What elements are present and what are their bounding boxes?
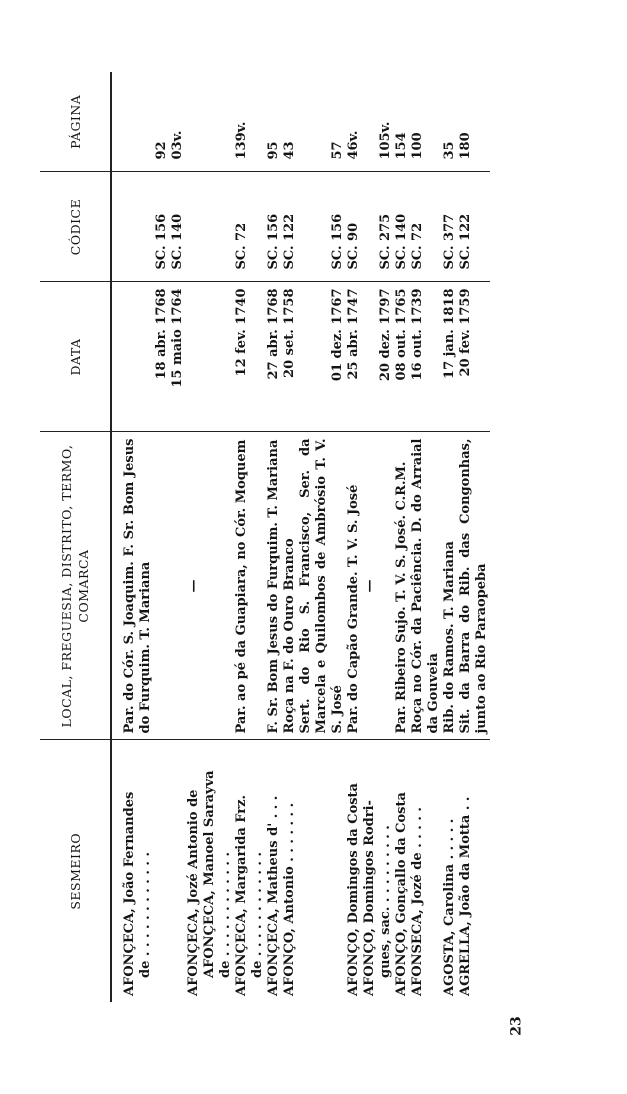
- codice-line: [362, 179, 378, 270]
- local-cell: [346, 432, 362, 740]
- codice-line: SC. 140: [394, 213, 409, 270]
- codice-cell: [346, 172, 362, 282]
- codice-line: SC. 122: [282, 213, 297, 270]
- page-number: 23: [508, 1016, 525, 1036]
- sesmeiro-cell: [346, 740, 362, 1002]
- local-text: Par. ao pé da Guapiara, no Cór. Moquem: [234, 439, 249, 734]
- codice-line: SC. 156: [154, 213, 169, 270]
- data-cell: [410, 282, 442, 432]
- data-cell: [458, 282, 490, 432]
- codice-cell: [362, 172, 394, 282]
- pagina-cell: [410, 72, 442, 172]
- data-cell: [346, 282, 362, 432]
- data-line: 15 maio 1764: [170, 288, 185, 388]
- sesmeiro-cell: [298, 740, 346, 1002]
- sesmeiro-cell: [458, 740, 490, 1002]
- sesmeiro-line: gues, sac. . . . . . . . . .: [378, 825, 393, 978]
- data-cell: [298, 282, 346, 432]
- sesmeiro-line: de . . . . . . . . . . . .: [138, 852, 153, 978]
- pagina-line: 100: [410, 132, 425, 160]
- local-cell: [298, 432, 346, 740]
- codice-cell: [298, 172, 346, 282]
- codice-line: SC. 140: [170, 213, 185, 270]
- data-cell: [394, 282, 410, 432]
- pagina-line: [122, 78, 138, 160]
- pagina-line: 57: [330, 141, 345, 160]
- data-line: 27 abr. 1768: [266, 288, 281, 380]
- local-cell: [362, 432, 394, 740]
- pagina-line: 180: [458, 132, 473, 160]
- pagina-cell: [298, 72, 346, 172]
- data-line: 16 out. 1739: [410, 288, 425, 381]
- rotated-table-wrapper: [40, 72, 540, 1002]
- codice-line: SC. 72: [410, 222, 425, 270]
- codice-cell: [394, 172, 410, 282]
- codice-cell: [442, 172, 458, 282]
- header-sesmeiro: SESMEIRO: [40, 740, 111, 1002]
- sesmeiro-line: AFONÇECA, João Fernandes: [122, 791, 137, 996]
- ditto-dash: —: [186, 579, 201, 593]
- header-codice: CÓDICE: [40, 172, 111, 282]
- data-line: 12 fev. 1740: [234, 288, 249, 377]
- codice-line: [138, 179, 154, 270]
- sesmeiro-line: AFONÇO, Domingos Rodri-: [362, 800, 377, 996]
- pagina-line: 46v.: [346, 130, 361, 160]
- codice-cell: [458, 172, 490, 282]
- pagina-cell: [282, 72, 298, 172]
- table-row: [282, 72, 298, 1002]
- table-row: [186, 72, 234, 1002]
- pagina-line: 154: [394, 132, 409, 160]
- codice-line: SC. 122: [458, 213, 473, 270]
- pagina-line: 43: [282, 141, 297, 160]
- sesmeiro-cell: [442, 740, 458, 1002]
- data-line: 08 out. 1765: [394, 288, 409, 381]
- local-text: Sert. do Rio S. Francisco, Ser. da Marcela e Quilombos de Ambrósio T. V. S. José: [298, 438, 345, 734]
- codice-line: SC. 377: [442, 213, 457, 270]
- local-text: Roça na F. do Ouro Branco: [282, 538, 297, 734]
- data-line: 01 dez. 1767: [330, 288, 345, 382]
- codice-line: [122, 179, 138, 270]
- data-cell: [186, 282, 234, 432]
- pagina-line: 139v.: [234, 121, 249, 160]
- sesmeiro-line: AFONÇO, Domingos da Costa: [346, 783, 361, 996]
- codice-cell: [282, 172, 298, 282]
- data-cell: [111, 282, 186, 432]
- local-cell: [186, 432, 234, 740]
- sesmeiro-line: de . . . . . . . . . . . .: [218, 852, 233, 978]
- header-local: LOCAL, FREGUESIA, DISTRITO, TERMO, COMARCA: [40, 432, 111, 740]
- data-line: 18 abr. 1768: [154, 288, 169, 380]
- data-cell: [234, 282, 266, 432]
- codice-line: [314, 179, 330, 270]
- pagina-line: 92: [154, 141, 169, 160]
- pagina-cell: [458, 72, 490, 172]
- sesmeiro-cell: [410, 740, 442, 1002]
- pagina-line: 95: [266, 141, 281, 160]
- pagina-line: [138, 78, 154, 160]
- sesmeiro-cell: [282, 740, 298, 1002]
- pagina-cell: [186, 72, 234, 172]
- pagina-cell: [394, 72, 410, 172]
- pagina-line: 35: [442, 141, 457, 160]
- table-row: [298, 72, 346, 1002]
- pagina-line: 03v.: [170, 130, 185, 160]
- local-text: Roça no Cór. da Paciência. D. do Arraial da Gouveia: [410, 438, 441, 734]
- table-row: [111, 72, 186, 1002]
- table-row: [442, 72, 458, 1002]
- local-cell: [410, 432, 442, 740]
- sesmeiro-line: AFONÇECA, Jozé Antonio de: [186, 789, 201, 996]
- data-line: [314, 289, 330, 426]
- pagina-line: 105v.: [378, 121, 393, 160]
- data-line: 25 abr. 1747: [346, 288, 361, 380]
- codice-line: SC. 72: [234, 222, 249, 270]
- local-text: F. Sr. Bom Jesus do Furquim. T. Mariana: [266, 439, 281, 734]
- table-row: [266, 72, 282, 1002]
- local-cell: [111, 432, 186, 740]
- local-text: Sit. da Barra do Rib. das Congonhas, junto ao Rio Paraopeba: [458, 438, 489, 734]
- pagina-cell: [346, 72, 362, 172]
- data-cell: [282, 282, 298, 432]
- sesmeiro-cell: [394, 740, 410, 1002]
- sesmeiro-cell: [234, 740, 266, 1002]
- table-row: [394, 72, 410, 1002]
- pagina-line: [314, 78, 330, 160]
- header-data: DATA: [40, 282, 111, 432]
- codice-cell: [186, 172, 234, 282]
- local-text: Par. do Capão Grande. T. V. S. José: [346, 484, 361, 734]
- codice-line: [298, 179, 314, 270]
- pagina-cell: [111, 72, 186, 172]
- local-cell: [442, 432, 458, 740]
- codice-cell: [111, 172, 186, 282]
- codice-line: SC. 275: [378, 213, 393, 270]
- sesmeiro-line: AGOSTA, Carolina . . . . .: [442, 818, 457, 996]
- sesmeiro-line: AFONSECA, Jozé de . . . . .: [410, 807, 425, 996]
- sesmeiro-line: de . . . . . . . . . . . .: [250, 852, 265, 978]
- data-line: [362, 289, 378, 426]
- table-row: [362, 72, 394, 1002]
- sesmeiro-line: AFONÇO, Gonçallo da Costa: [394, 792, 409, 996]
- local-cell: [458, 432, 490, 740]
- pagina-cell: [442, 72, 458, 172]
- local-cell: [234, 432, 266, 740]
- data-line: 20 set. 1758: [282, 288, 297, 378]
- header-pagina: PÁGINA: [40, 72, 111, 172]
- sesmeiro-cell: [111, 740, 186, 1002]
- sesmeiro-line: AFONÇECA, Matheus d' . . .: [266, 795, 281, 996]
- codice-line: SC. 156: [330, 213, 345, 270]
- data-line: [122, 289, 138, 426]
- local-text: Rib. do Ramos. T. Mariana: [442, 541, 457, 734]
- sesmeiro-cell: [186, 740, 234, 1002]
- pagina-cell: [234, 72, 266, 172]
- data-line: [298, 289, 314, 426]
- data-cell: [442, 282, 458, 432]
- codice-line: SC. 90: [346, 222, 361, 270]
- pagina-cell: [362, 72, 394, 172]
- data-line: 17 jan. 1818: [442, 288, 457, 379]
- codice-cell: [266, 172, 282, 282]
- local-cell: [394, 432, 410, 740]
- pagina-line: [362, 78, 378, 160]
- sesmeiro-cell: [266, 740, 282, 1002]
- data-line: [138, 289, 154, 426]
- table-row: [410, 72, 442, 1002]
- local-cell: [282, 432, 298, 740]
- codice-cell: [234, 172, 266, 282]
- sesmeiro-line: AFONÇECA, Margarida Frz.: [234, 794, 249, 996]
- sesmeiro-line: AFONÇO, Antonio . . . . . . .: [282, 802, 297, 996]
- data-cell: [266, 282, 282, 432]
- local-text: Par. Ribeiro Sujo. T. V. S. José. C.R.M.: [394, 461, 409, 734]
- table-row: [346, 72, 362, 1002]
- ditto-dash: —: [362, 579, 377, 593]
- pagina-cell: [266, 72, 282, 172]
- sesmeiro-line: AGRELLA, João da Motta . .: [458, 796, 473, 996]
- pagina-line: [298, 78, 314, 160]
- table-body: [111, 72, 490, 1002]
- sesmeiro-line: AFONÇECA, Manoel Sarayva: [202, 770, 217, 978]
- local-cell: [266, 432, 282, 740]
- codice-line: SC. 156: [266, 213, 281, 270]
- sesmeiro-cell: [362, 740, 394, 1002]
- data-line: 20 fev. 1759: [458, 288, 473, 377]
- data-line: 20 dez. 1797: [378, 288, 393, 382]
- codice-cell: [410, 172, 442, 282]
- data-cell: [362, 282, 394, 432]
- header-row: [40, 72, 111, 1002]
- table-row: [458, 72, 490, 1002]
- local-text: Par. do Cór. S. Joaquim. F. Sr. Bom Jesus do Furquim. T. Mariana: [122, 438, 153, 734]
- table-row: [234, 72, 266, 1002]
- sesmarias-table: [40, 72, 490, 1002]
